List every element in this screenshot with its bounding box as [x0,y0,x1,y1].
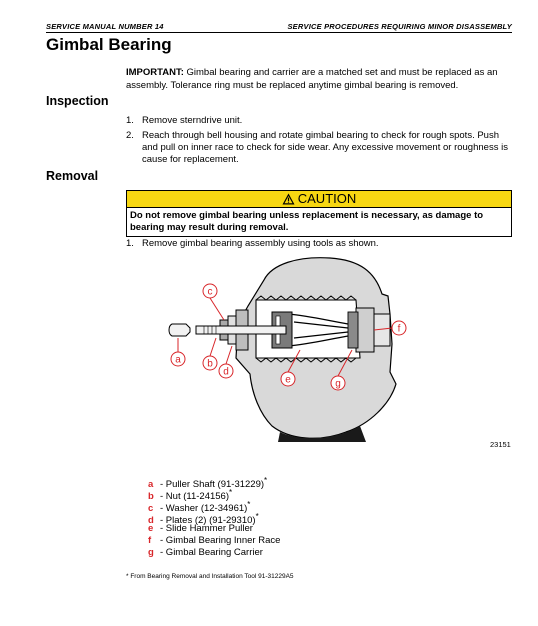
legend-item: e - Slide Hammer Puller [148,523,253,534]
step-text: Remove sterndrive unit. [142,115,243,126]
legend-item: c - Washer (12-34961)* [148,500,251,515]
running-header-right: SERVICE PROCEDURES REQUIRING MINOR DISASSEMBLY [287,22,512,31]
legend-item: a - Puller Shaft (91-31229)* [148,476,268,491]
gimbal-bearing-removal-illustration [160,254,422,444]
important-note [126,66,516,92]
figure-legend [148,475,280,559]
removal-heading: Removal [46,169,99,183]
running-header-left: SERVICE MANUAL NUMBER 14 [46,22,164,31]
header-rule [46,32,512,33]
shaft-tip [169,324,190,336]
removal-step-1 [126,238,516,250]
inspection-step-1 [126,115,516,127]
callout-b-label: b [207,358,213,370]
gimbal-carrier [356,308,374,352]
callout-e-label: e [285,374,291,386]
figure-number: 23151 [490,440,511,449]
legend-item: f - Gimbal Bearing Inner Race [148,535,281,546]
puller-shaft [196,326,286,334]
warning-icon [282,193,295,205]
legend-item: g - Gimbal Bearing Carrier [148,547,263,558]
important-text: Gimbal bearing and carrier are a matched set and must be replaced as an assembly. Tolerance ring must be replaced anytime gimbal bearing is removed. [126,67,498,91]
bearing-race [348,312,358,348]
caution-text: Do not remove gimbal bearing unless replacement is necessary, as damage to bearing may result during removal. [130,210,484,233]
caution-header [127,191,511,208]
step-text: Reach through bell housing and rotate gimbal bearing to check for rough spots. Push and pull on inner race to check for side wear. Any excessive movement or roughness is cause for replacement. [142,130,508,165]
inspection-step-2 [126,130,516,166]
callout-a-label: a [175,354,181,366]
legend-item: d - Plates (2) (91-29310)* [148,512,259,527]
important-label: IMPORTANT: [126,67,184,78]
callout-d-label: d [223,366,229,378]
inspection-heading: Inspection [46,94,109,108]
step-text: Remove gimbal bearing assembly using tools as shown. [142,238,379,249]
step-number: 2. [126,130,134,141]
callout-f-label: f [397,323,401,335]
step-number: 1. [126,115,134,126]
page-title: Gimbal Bearing [46,35,172,54]
caution-box [126,190,512,237]
caution-title: CAUTION [297,191,357,206]
callout-c-label: c [207,286,213,298]
legend-item: b - Nut (11-24156)* [148,488,233,503]
footnote: * From Bearing Removal and Installation Tool 91-31229A5 [126,573,294,580]
step-number: 1. [126,238,134,249]
callout-g-label: g [335,378,341,390]
